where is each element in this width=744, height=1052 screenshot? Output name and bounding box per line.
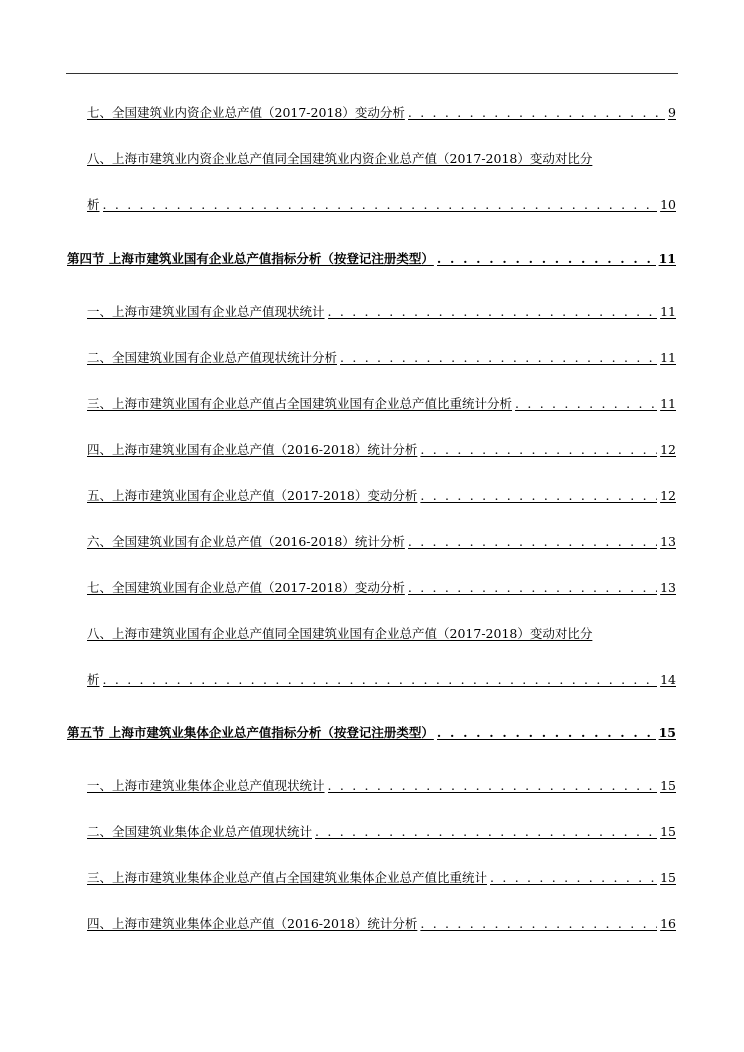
toc-entry[interactable]: [87, 870, 676, 887]
toc-leader-dots: [328, 778, 658, 794]
toc-entry[interactable]: [87, 580, 676, 597]
toc-entry[interactable]: [87, 824, 676, 841]
toc-entry-title: 析: [87, 197, 100, 212]
toc-page-number: 13: [660, 580, 676, 595]
toc-leader-dots: [328, 304, 658, 320]
toc-entry-title: 二、全国建筑业集体企业总产值现状统计: [87, 824, 313, 839]
toc-entry-title: 四、上海市建筑业集体企业总产值（2016-2018）统计分析: [87, 916, 418, 931]
toc-leader-dots: [408, 105, 665, 121]
toc-entry[interactable]: [87, 350, 676, 367]
toc-leader-dots: [408, 580, 657, 596]
toc-page-number: 10: [660, 197, 676, 212]
toc-page-number: 9: [668, 105, 676, 120]
toc-entry[interactable]: [87, 396, 676, 413]
toc-entry[interactable]: [87, 626, 592, 643]
toc-section-title: 第四节 上海市建筑业国有企业总产值指标分析（按登记注册类型）: [67, 251, 434, 266]
toc-entry[interactable]: [87, 916, 676, 933]
toc-leader-dots: [408, 534, 657, 550]
toc-leader-dots: [437, 251, 656, 267]
toc-page-number: 15: [658, 725, 676, 740]
toc-entry[interactable]: [87, 442, 676, 459]
toc-entry-continuation[interactable]: [87, 672, 676, 689]
toc-entry-title: 七、全国建筑业国有企业总产值（2017-2018）变动分析: [87, 580, 405, 595]
toc-page-number: 11: [660, 396, 676, 411]
toc-page-number: 16: [660, 916, 676, 931]
toc-page-number: 11: [660, 350, 676, 365]
toc-entry-title: 三、上海市建筑业集体企业总产值占全国建筑业集体企业总产值比重统计: [87, 870, 488, 885]
toc-leader-dots: [515, 396, 657, 412]
toc-entry[interactable]: [87, 534, 676, 551]
toc-page-number: 15: [660, 824, 676, 839]
toc-page-number: 15: [660, 870, 676, 885]
toc-leader-dots: [315, 824, 657, 840]
toc-page-number: 13: [660, 534, 676, 549]
toc-entry-title: 三、上海市建筑业国有企业总产值占全国建筑业国有企业总产值比重统计分析: [87, 396, 513, 411]
toc-section-heading[interactable]: [67, 251, 676, 268]
toc-entry-title: 八、上海市建筑业内资企业总产值同全国建筑业内资企业总产值（2017-2018）变动对比分: [87, 151, 593, 166]
toc-page-number: 14: [660, 672, 676, 687]
toc-leader-dots: [340, 350, 657, 366]
toc-entry-continuation[interactable]: [87, 197, 676, 214]
toc-leader-dots: [103, 197, 658, 213]
toc-page-number: 15: [660, 778, 676, 793]
toc-entry-title: 六、全国建筑业国有企业总产值（2016-2018）统计分析: [87, 534, 405, 549]
toc-entry[interactable]: [87, 778, 676, 795]
toc-leader-dots: [490, 870, 657, 886]
toc-leader-dots: [103, 672, 658, 688]
toc-entry[interactable]: [87, 488, 676, 505]
toc-entry-title: 一、上海市建筑业集体企业总产值现状统计: [87, 778, 325, 793]
toc-entry-title: 五、上海市建筑业国有企业总产值（2017-2018）变动分析: [87, 488, 418, 503]
toc-leader-dots: [420, 442, 657, 458]
toc-page-number: 11: [660, 304, 676, 319]
toc-entry[interactable]: [87, 151, 592, 168]
toc-entry-title: 八、上海市建筑业国有企业总产值同全国建筑业国有企业总产值（2017-2018）变动对比分: [87, 626, 593, 641]
toc-page-number: 12: [660, 488, 676, 503]
toc-leader-dots: [420, 488, 657, 504]
toc-leader-dots: [437, 725, 656, 741]
toc-page-number: 12: [660, 442, 676, 457]
toc-entry-title: 二、全国建筑业国有企业总产值现状统计分析: [87, 350, 338, 365]
toc-page-number: 11: [658, 251, 676, 266]
toc-entry[interactable]: [87, 105, 676, 122]
toc-section-heading[interactable]: [67, 725, 676, 742]
toc-entry-title: 七、全国建筑业内资企业总产值（2017-2018）变动分析: [87, 105, 405, 120]
toc-section-title: 第五节 上海市建筑业集体企业总产值指标分析（按登记注册类型）: [67, 725, 434, 740]
toc-entry[interactable]: [87, 304, 676, 321]
toc-entry-title: 一、上海市建筑业国有企业总产值现状统计: [87, 304, 325, 319]
toc-entry-title: 析: [87, 672, 100, 687]
toc-leader-dots: [420, 916, 657, 932]
toc-entry-title: 四、上海市建筑业国有企业总产值（2016-2018）统计分析: [87, 442, 418, 457]
